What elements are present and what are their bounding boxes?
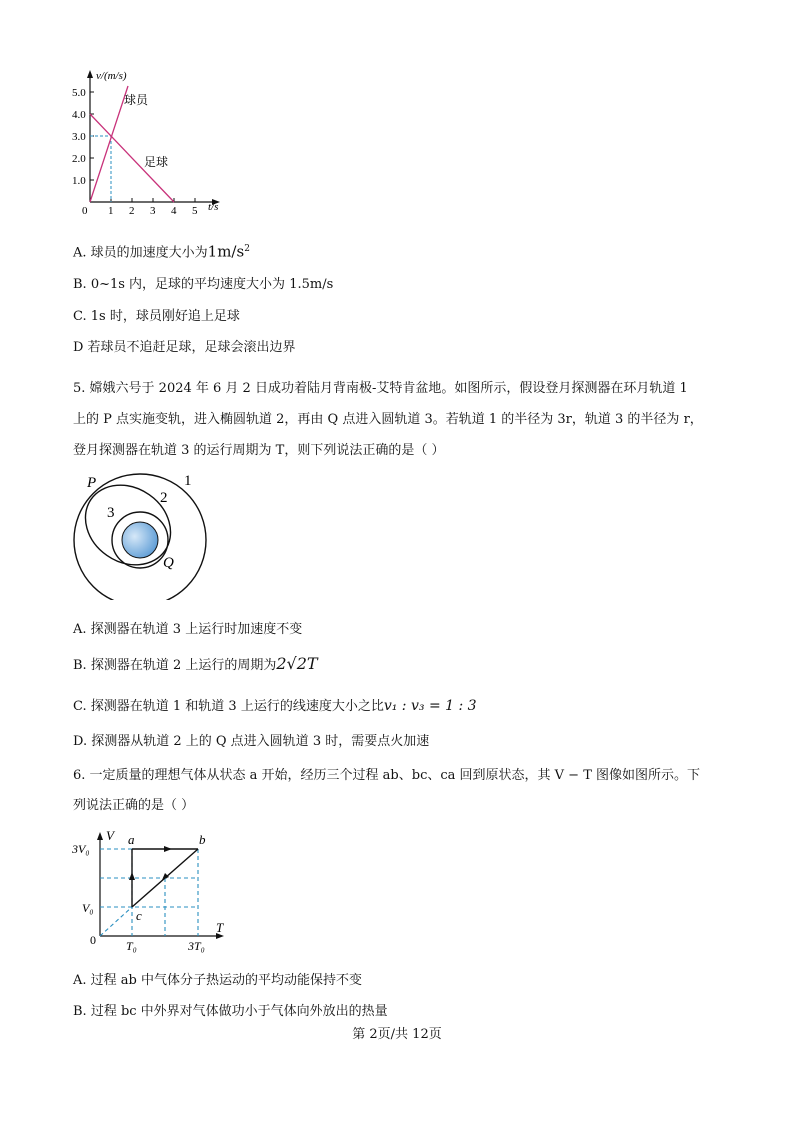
t-axis-label: T: [216, 920, 224, 935]
q6-stem-line2: 列说法正确的是（ ）: [73, 798, 195, 813]
label-orbit1: 1: [184, 473, 192, 489]
y-tick: 4.0: [72, 109, 86, 121]
y-axis-label: v/(m/s): [96, 70, 127, 82]
label-orbit3: 3: [107, 505, 115, 521]
label-p: P: [87, 475, 97, 491]
q6-stem-line1: 6. 一定质量的理想气体从状态 a 开始，经历三个过程 ab、bc、ca 回到原状态，其 V − T 图像如图所示。下: [73, 768, 701, 783]
q5-stem-line2: 上的 P 点实施变轨，进入椭圆轨道 2，再由 Q 点进入圆轨道 3。若轨道 1 的半径为 3r，轨道 3 的半径为 r，: [73, 412, 703, 427]
y-tick: 3.0: [72, 131, 86, 143]
velocity-time-graph: [68, 66, 238, 218]
q5-stem-line3: 登月探测器在轨道 3 的运行周期为 T，则下列说法正确的是（ ）: [73, 443, 445, 458]
q4-option-b: B. 0~1s 内，足球的平均速度大小为 1.5m/s: [73, 277, 334, 292]
player-line: [90, 86, 128, 202]
x-tick: 4: [171, 205, 177, 217]
ball-label: 足球: [144, 155, 169, 169]
page-footer: 第 2页/共 12页: [352, 1027, 442, 1042]
x-tick: 5: [192, 205, 198, 217]
t1-label: T₀: [126, 939, 137, 953]
x-tick: 0: [82, 205, 88, 217]
moon-icon: [122, 522, 158, 558]
x-tick: 1: [108, 205, 114, 217]
q6-option-b: B. 过程 bc 中外界对气体做功小于气体向外放出的热量: [73, 1004, 388, 1019]
t3-label: 3T₀: [188, 939, 205, 953]
q5-stem-line1: 5. 嫦娥六号于 2024 年 6 月 2 日成功着陆月背南极-艾特肯盆地。如图所示，假设登月探测器在环月轨道 1: [73, 381, 688, 396]
y-tick: 5.0: [72, 87, 86, 99]
volume-temperature-graph: [68, 828, 238, 956]
label-orbit2: 2: [160, 490, 168, 506]
state-b-label: b: [199, 832, 206, 847]
state-c-label: c: [136, 908, 142, 923]
q5-option-d: D. 探测器从轨道 2 上的 Q 点进入圆轨道 3 时，需要点火加速: [73, 734, 430, 749]
q5-option-a: A. 探测器在轨道 3 上运行时加速度不变: [73, 622, 303, 637]
state-a-label: a: [128, 832, 135, 847]
q6-option-a: A. 过程 ab 中气体分子热运动的平均动能保持不变: [73, 973, 362, 988]
y-tick: 2.0: [72, 153, 86, 165]
x-tick: 2: [129, 205, 135, 217]
origin-label: 0: [90, 933, 96, 947]
y-tick: 1.0: [72, 175, 86, 187]
q4-option-c: C. 1s 时，球员刚好追上足球: [73, 309, 240, 324]
player-label: 球员: [124, 93, 149, 107]
q4-option-a: A. 球员的加速度大小为$1m/s^2$: [73, 242, 250, 261]
x-tick: 3: [150, 205, 156, 217]
orbit-diagram: [68, 470, 218, 600]
v3-label: 3V₀: [72, 842, 90, 856]
q5-option-c: C. 探测器在轨道 1 和轨道 3 上运行的线速度大小之比v₁ : v₃ = 1 : 3: [73, 698, 477, 714]
label-q: Q: [163, 555, 174, 571]
q4-option-d: D 若球员不追赶足球，足球会滚出边界: [73, 340, 296, 355]
q5-option-b: B. 探测器在轨道 2 上运行的周期为2√2T: [73, 654, 318, 673]
v1-label: V₀: [82, 901, 94, 915]
x-axis-label: t/s: [208, 201, 219, 213]
v-axis-label: V: [106, 828, 114, 843]
